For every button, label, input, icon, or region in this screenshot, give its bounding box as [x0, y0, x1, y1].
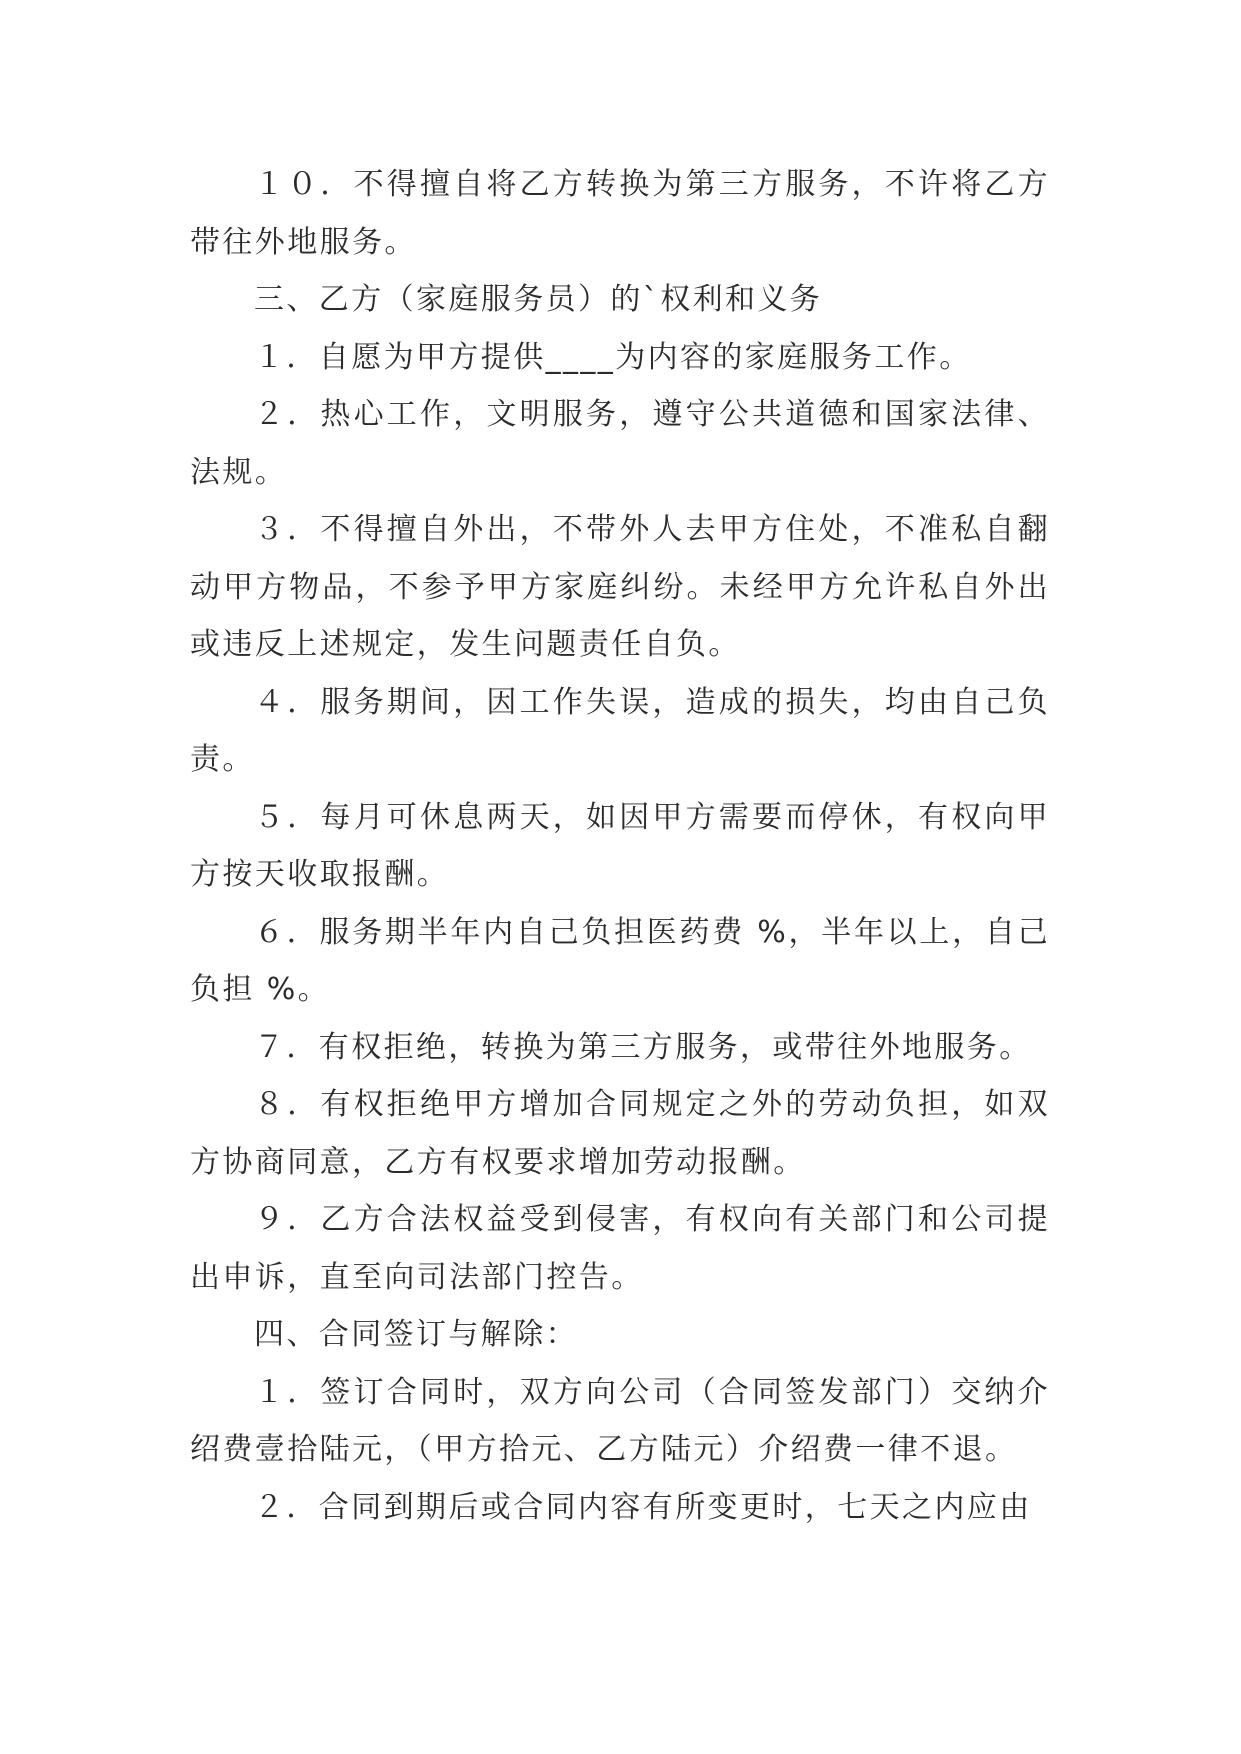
- document-body: [190, 156, 1050, 1536]
- section-heading-3: 三、乙方（家庭服务员）的`权利和义务: [254, 282, 823, 317]
- paragraph-clause-4: ４．服务期间，因工作失误，造成的损失，均由自己负责。: [190, 684, 1050, 777]
- paragraph-clause-2: ２．热心工作，文明服务，遵守公共道德和国家法律、法规。: [190, 397, 1050, 490]
- paragraph-clause-8: ８．有权拒绝甲方增加合同规定之外的劳动负担，如双方协商同意，乙方有权要求增加劳动报酬。: [190, 1087, 1050, 1180]
- paragraph-clause-5: ５．每月可休息两天，如因甲方需要而停休，有权向甲方按天收取报酬。: [190, 799, 1050, 892]
- paragraph-clause-3: ３．不得擅自外出，不带外人去甲方住处，不准私自翻动甲方物品，不参予甲方家庭纠纷。未经甲方允许私自外出或违反上述规定，发生问题责任自负。: [190, 512, 1050, 662]
- paragraph-clause-1: １．自愿为甲方提供____为内容的家庭服务工作。: [254, 339, 972, 375]
- paragraph-clause-6: ６．服务期半年内自己负担医药费 %，半年以上，自己负担 %。: [190, 914, 1050, 1007]
- section-heading-4: 四、合同签订与解除：: [254, 1317, 578, 1352]
- paragraph-clause-7: ７．有权拒绝，转换为第三方服务，或带往外地服务。: [254, 1029, 1032, 1065]
- paragraph-clause-9: ９．乙方合法权益受到侵害，有权向有关部门和公司提出申诉，直至向司法部门控告。: [190, 1202, 1050, 1295]
- paragraph-signing-2: ２．合同到期后或合同内容有所变更时，七天之内应由: [254, 1489, 1032, 1525]
- paragraph-clause-10: １０．不得擅自将乙方转换为第三方服务，不许将乙方带往外地服务。: [190, 167, 1050, 260]
- paragraph-signing-1: １．签订合同时，双方向公司（合同签发部门）交纳介绍费壹拾陆元，（甲方拾元、乙方陆元）介绍费一律不退。: [190, 1374, 1050, 1467]
